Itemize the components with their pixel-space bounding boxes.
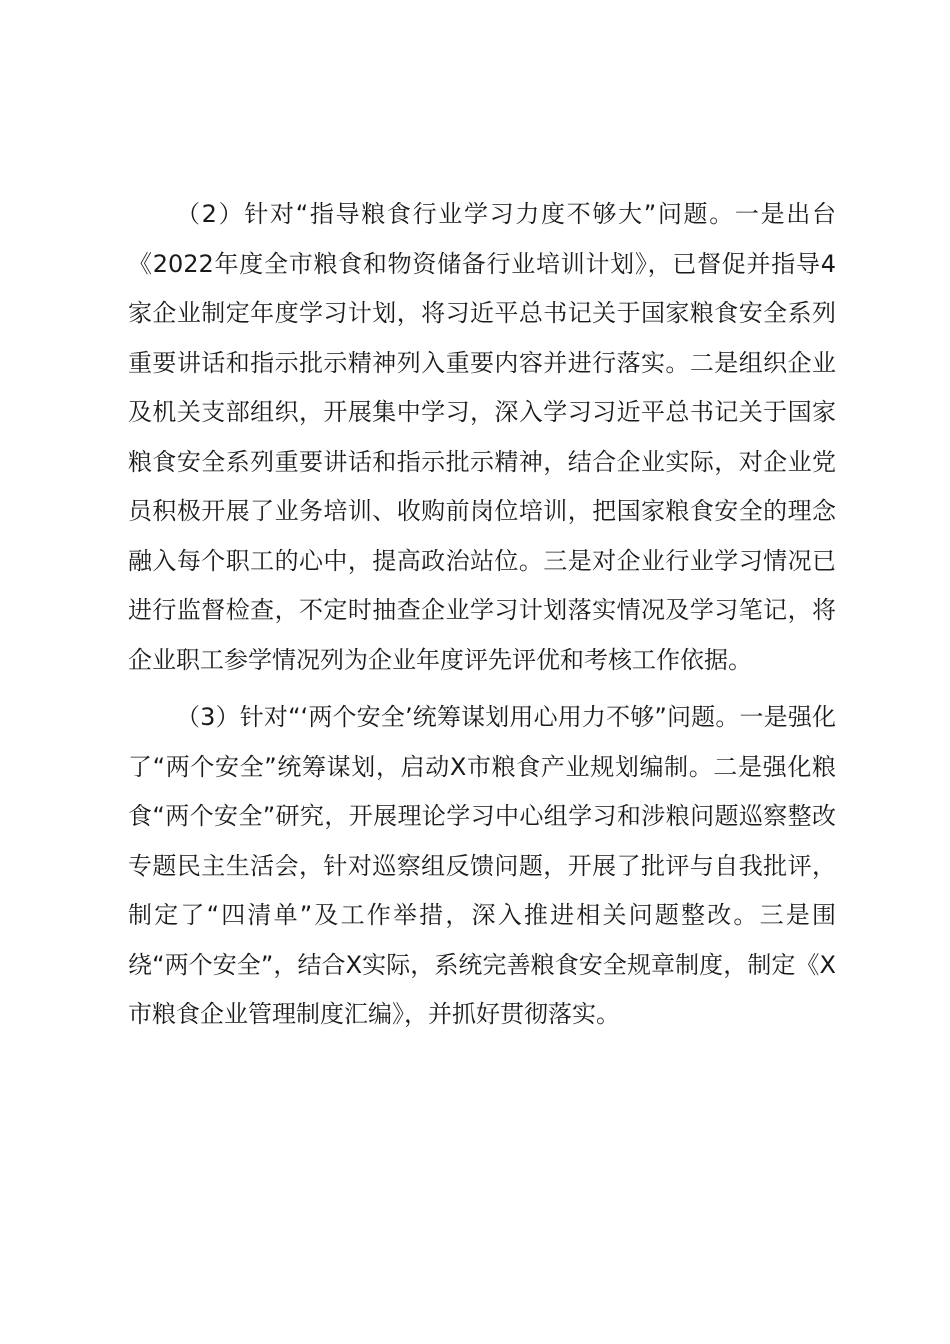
document-page: [128, 190, 836, 1040]
paragraph-2-grain-industry-study: （2）针对“指导粮食行业学习力度不够大”问题。一是出台《2022年度全市粮食和物资储备行业培训计划》，已督促并指导4家企业制定年度学习计划，将习近平总书记关于国家粮食安全系列重要讲话和指示批示精神列入重要内容并进行落实。二是组织企业及机关支部组织，开展集中学习，深入学习习近平总书记关于国家粮食安全系列重要讲话和指示批示精神，结合企业实际，对企业党员积极开展了业务培训、收购前岗位培训，把国家粮食安全的理念融入每个职工的心中，提高政治站位。三是对企业行业学习情况已进行监督检查，不定时抽查企业学习计划落实情况及学习笔记，将企业职工参学情况列为企业年度评先评优和考核工作依据。: [128, 200, 836, 674]
paragraph-3-two-safeties-planning: （3）针对“‘两个安全’统筹谋划用心用力不够”问题。一是强化了“两个安全”统筹谋划，启动X市粮食产业规划编制。二是强化粮食“两个安全”研究，开展理论学习中心组学习和涉粮问题巡察整改专题民主生活会，针对巡察组反馈问题，开展了批评与自我批评，制定了“四清单”及工作举措，深入推进相关问题整改。三是围绕“两个安全”，结合X实际，系统完善粮食安全规章制度，制定《X市粮食企业管理制度汇编》，并抓好贯彻落实。: [128, 703, 836, 1028]
